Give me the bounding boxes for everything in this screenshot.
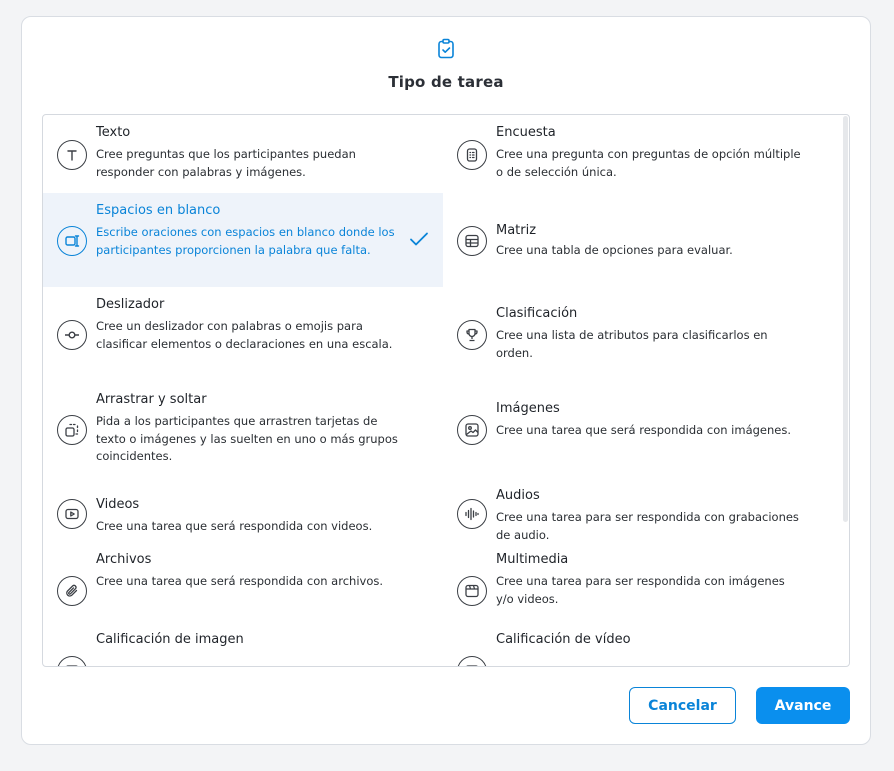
task-type-description: Cree una lista de atributos para clasificarlos en orden.	[496, 328, 768, 360]
clipboard-check-icon	[436, 38, 456, 60]
task-type-encuesta[interactable]	[443, 115, 843, 193]
image-rating-icon	[57, 656, 87, 667]
task-type-dialog	[21, 16, 871, 745]
task-type-name: Calificación de vídeo	[496, 632, 631, 647]
task-type-imagenes[interactable]	[443, 382, 843, 477]
multimedia-icon	[457, 576, 487, 606]
task-type-clasificacion[interactable]	[443, 287, 843, 382]
audio-wave-icon	[457, 499, 487, 529]
task-type-name: Texto	[96, 125, 131, 140]
task-type-description: Cree una tarea que será respondida con imágenes.	[496, 423, 792, 437]
task-type-espacios-en-blanco[interactable]	[43, 193, 443, 287]
task-type-description: Pida a los participantes que arrastren tarjetas de texto o imágenes y las suelten en uno o más grupos coincidentes.	[96, 414, 398, 463]
task-type-name: Videos	[96, 497, 140, 512]
task-type-name: Archivos	[96, 552, 152, 567]
trophy-icon	[457, 320, 487, 350]
task-type-name: Matriz	[496, 223, 537, 238]
fill-blank-icon	[57, 226, 87, 256]
task-type-videos[interactable]	[43, 477, 443, 551]
task-type-arrastrar-y-soltar[interactable]	[43, 382, 443, 477]
task-type-name: Imágenes	[496, 401, 560, 416]
task-type-name: Clasificación	[496, 306, 578, 321]
image-icon	[457, 415, 487, 445]
task-type-description: Cree una tabla de opciones para evaluar.	[496, 243, 733, 257]
task-type-texto[interactable]	[43, 115, 443, 193]
task-type-name: Deslizador	[96, 297, 165, 312]
task-type-description: Cree una tarea para ser respondida con imágenes y/o videos.	[496, 574, 785, 606]
task-type-list[interactable]	[42, 114, 850, 667]
task-type-description: Cree una tarea que será respondida con archivos.	[96, 574, 384, 588]
drag-drop-icon	[57, 415, 87, 445]
matrix-grid-icon	[457, 226, 487, 256]
task-type-grid	[43, 115, 843, 667]
slider-icon	[57, 320, 87, 350]
task-type-calificacion-de-imagen[interactable]	[43, 631, 443, 667]
task-type-audios[interactable]	[443, 477, 843, 551]
task-type-deslizador[interactable]	[43, 287, 443, 382]
task-type-name: Espacios en blanco	[96, 203, 221, 218]
task-type-archivos[interactable]	[43, 551, 443, 631]
checkmark-icon	[408, 228, 430, 250]
dialog-title: Tipo de tarea	[388, 73, 504, 91]
task-type-calificacion-de-video[interactable]	[443, 631, 843, 667]
task-type-description: Cree preguntas que los participantes puedan responder con palabras y imágenes.	[96, 147, 356, 179]
cancel-button[interactable]: Cancelar	[629, 687, 736, 724]
video-rating-icon	[457, 656, 487, 667]
task-type-description: Escribe oraciones con espacios en blanco donde los participantes proporcionen la palabra que falta.	[96, 225, 395, 257]
task-type-description: Cree un deslizador con palabras o emojis para clasificar elementos o declaraciones en una escala.	[96, 319, 393, 351]
list-scrollbar[interactable]	[843, 116, 848, 522]
task-type-name: Calificación de imagen	[96, 632, 244, 647]
survey-list-icon	[457, 140, 487, 170]
next-button[interactable]: Avance	[756, 687, 850, 724]
task-type-name: Arrastrar y soltar	[96, 392, 207, 407]
text-t-icon	[57, 140, 87, 170]
task-type-matriz[interactable]	[443, 193, 843, 287]
video-play-icon	[57, 499, 87, 529]
task-type-description: Cree una pregunta con preguntas de opción múltiple o de selección única.	[496, 147, 801, 179]
task-type-name: Encuesta	[496, 125, 556, 140]
paperclip-icon	[57, 576, 87, 606]
task-type-name: Multimedia	[496, 552, 569, 567]
task-type-description: Cree una tarea para ser respondida con grabaciones de audio.	[496, 510, 799, 542]
task-type-multimedia[interactable]	[443, 551, 843, 631]
task-type-description: Cree una tarea que será respondida con videos.	[96, 519, 373, 533]
task-type-name: Audios	[496, 488, 540, 503]
